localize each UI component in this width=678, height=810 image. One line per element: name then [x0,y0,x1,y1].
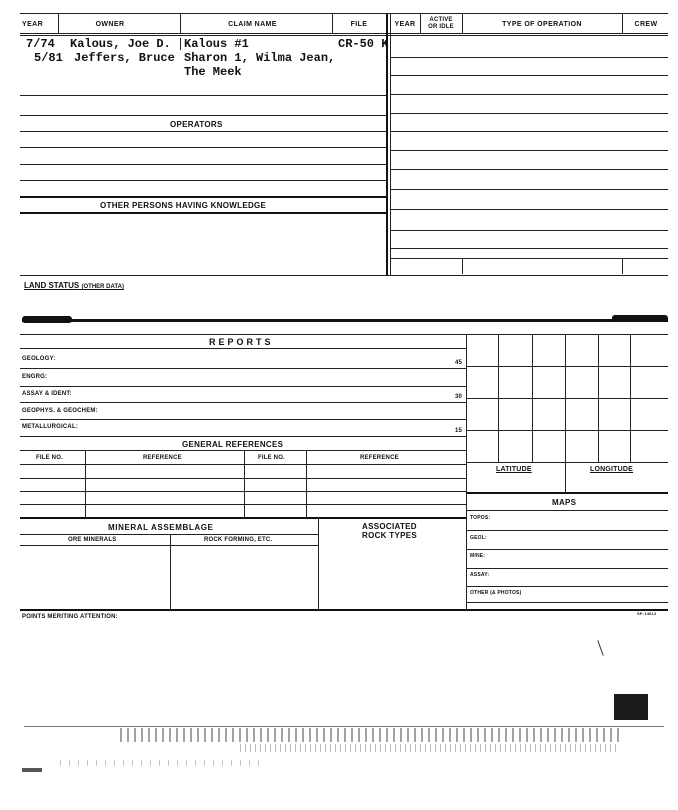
smudge [22,316,72,323]
reports-top [20,334,466,335]
rock-forming-label: ROCK FORMING, ETC. [204,537,273,543]
rule [20,386,466,387]
general-references-title: GENERAL REFERENCES [182,440,284,449]
header-file: FILE [350,21,368,28]
noise-line [24,726,664,727]
grid-h [466,398,668,399]
ref-col-reference-2: REFERENCE [360,455,399,461]
col-sep [332,14,333,34]
reports-title: REPORTS [209,337,274,347]
col-sep [58,14,59,34]
col-sep [180,14,181,34]
maps-topos: TOPOS: [470,515,491,521]
header-bottom-rule [20,33,668,34]
grid-h [466,430,668,431]
maps-title: MAPS [552,498,577,507]
form-number: SP-14612 [637,611,657,616]
noise-band [120,728,620,742]
rule [20,504,466,505]
rule [20,115,386,116]
row2-claim: Sharon 1, Wilma Jean, [184,51,336,65]
row2-owner: Jeffers, Bruce [74,51,175,65]
rule-right [390,131,668,132]
ref-col-file-no: FILE NO. [36,455,63,461]
rule-thick [20,196,386,198]
report-geology: GEOLOGY: [22,356,56,362]
grid-top [466,334,668,335]
rule [20,436,466,437]
rule [466,586,668,587]
noise-band [240,744,620,752]
mineral-assemblage-title: MINERAL ASSEMBLAGE [108,523,214,532]
rule-right [390,113,668,114]
rule [20,491,466,492]
rock-types-label: ROCK TYPES [362,531,418,540]
rule [466,510,668,511]
report-geophys: GEOPHYS. & GEOCHEM: [22,408,98,414]
rule-right [390,150,668,151]
header-year-2: YEAR [394,21,416,28]
rule [20,450,466,451]
report-num-15: 15 [455,428,463,434]
row1-owner: Kalous, Joe D. [70,37,171,51]
row3-claim: The Meek [184,65,242,79]
header-or-idle: OR IDLE [428,24,454,30]
rule [20,348,466,349]
grid-h [466,462,668,463]
rule-right [390,75,668,76]
col-sep-main-2 [390,14,391,276]
row-sep-tick [180,38,181,50]
rule-thick [466,492,668,494]
mineral-col-sep [170,535,171,610]
col-sep-faint [462,258,463,274]
land-status-subtitle: (OTHER DATA) [81,284,124,290]
rock-types-sep [318,517,319,610]
row2-year: 5/81 [34,51,63,65]
land-status-title: LAND STATUS [24,281,80,290]
rule-bottom-thick [20,609,668,611]
maps-other: OTHER (& PHOTOS) [470,590,522,596]
maps-geol: GEOL: [470,535,487,541]
rule-right [390,57,668,58]
rule [20,464,466,465]
rule-bottom [20,275,668,276]
grid-h [466,366,668,367]
rule-thick [20,517,466,519]
rule-right [390,248,668,249]
ref-col-sep [244,451,245,517]
rule-thick [20,212,386,214]
rule [20,164,386,165]
latitude-label: LATITUDE [496,466,532,473]
maps-mine: MINE: [470,553,486,559]
land-status-divider [22,319,668,322]
rule [466,568,668,569]
rule-right [390,94,668,95]
rule [20,534,318,535]
rule [466,602,668,603]
col-sep-main [386,14,388,276]
rule [20,545,318,546]
smudge [612,315,668,322]
rule [20,402,466,403]
rule [20,180,386,181]
rule [466,549,668,550]
rule [20,478,466,479]
header-crew: CREW [634,21,658,28]
row1-year: 7/74 [26,37,55,51]
col-sep [462,14,463,34]
header-active: ACTIVE [429,17,453,23]
dark-smudge [614,694,648,720]
stray-mark [597,640,603,655]
noise-dot [22,768,42,772]
rule [20,131,386,132]
ref-col-sep [85,451,86,517]
col-sep [622,14,623,34]
report-num-30: 30 [455,394,463,400]
header-claim-name: CLAIM NAME [228,21,277,28]
associated-label: ASSOCIATED [362,522,417,531]
rule-right [390,169,668,170]
ref-col-reference: REFERENCE [143,455,182,461]
col-sep-faint [622,258,623,274]
rule [20,95,386,96]
ore-minerals-label: ORE MINERALS [68,537,117,543]
rule [20,368,466,369]
other-persons-label: OTHER PERSONS HAVING KNOWLEDGE [100,201,267,210]
col-sep [420,14,421,34]
rule [20,419,466,420]
rule-right [390,230,668,231]
rule [20,147,386,148]
rule-right [390,189,668,190]
rule-right [390,209,668,210]
table-top-rule [20,13,668,14]
header-type-of-operation: TYPE OF OPERATION [502,21,582,28]
row1-file: CR-50 K [338,37,389,51]
report-num-45: 45 [455,360,463,366]
rule-right [390,258,668,259]
operators-label: OPERATORS [170,120,223,129]
rule [466,530,668,531]
maps-assay: ASSAY: [470,572,490,578]
report-engrg: ENGRG: [22,374,48,380]
report-metallurgical: METALLURGICAL: [22,424,79,430]
noise-band [60,760,260,766]
report-assay: ASSAY & IDENT: [22,391,72,397]
points-meriting-attention-label: POINTS MERITING ATTENTION: [22,614,118,620]
header-owner: OWNER [95,21,125,28]
header-bottom-rule-2 [20,35,668,36]
grid-v [565,334,566,492]
header-year: YEAR [22,21,44,28]
longitude-label: LONGITUDE [590,466,634,473]
ref-col-sep [306,451,307,517]
row1-claim: Kalous #1 [184,37,249,51]
ref-col-file-no-2: FILE NO. [258,455,285,461]
